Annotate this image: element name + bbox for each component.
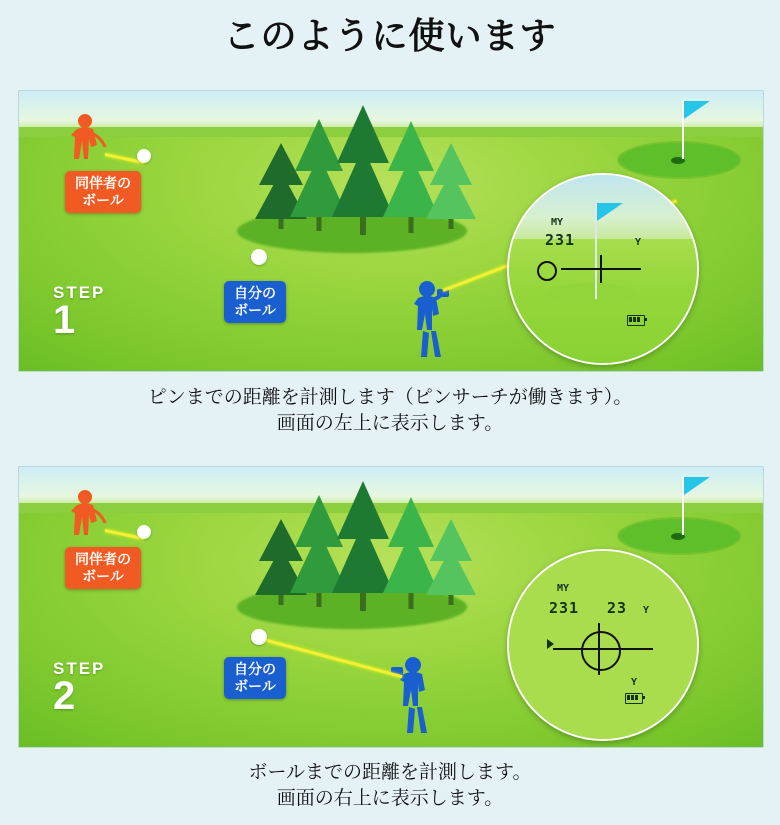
scope-distance-right: 23: [607, 599, 628, 617]
battery-icon: [627, 315, 645, 326]
player-golfer: [407, 279, 457, 364]
scope-unit-right: Y: [643, 605, 650, 616]
step-word: STEP: [53, 659, 106, 678]
step-2-caption: [0, 760, 780, 812]
own-ball-label: 自分の ボール: [224, 657, 286, 699]
caption-line-1: ピンまでの距離を計測します（ピンサーチが働きます）。: [147, 387, 633, 408]
battery-icon: [625, 693, 643, 704]
own-ball: [251, 249, 267, 265]
reticle-vertical: [600, 255, 602, 283]
partner-ball-label: 同伴者の ボール: [65, 547, 141, 589]
step-digit: 1: [53, 298, 76, 342]
player-golfer-icon: [407, 279, 457, 359]
ball-marker-icon: [547, 639, 554, 649]
step-1-number: [53, 283, 106, 342]
scope-green: [545, 283, 637, 305]
step-2-number: [53, 659, 106, 718]
pinseeker-icon: [537, 261, 557, 281]
reticle-vertical: [598, 623, 600, 675]
reticle-horizontal: [553, 648, 653, 650]
rangefinder-view-step1: [507, 173, 699, 365]
scope-flag-pole: [595, 203, 597, 299]
step-digit: 2: [53, 674, 76, 718]
flag-pole: [682, 101, 684, 159]
caption-line-1: ボールまでの距離を計測します。: [248, 762, 532, 783]
caption-line-2: 画面の右上に表示します。: [276, 788, 504, 809]
player-golfer-icon: [391, 655, 441, 735]
step-2-illustration: [18, 466, 764, 748]
scope-unit-right: Y: [635, 237, 642, 248]
caption-line-2: 画面の左上に表示します。: [276, 413, 504, 434]
player-golfer: [391, 655, 441, 740]
scope-distance-left: 231: [545, 231, 576, 249]
rangefinder-view-step2: [507, 549, 699, 741]
partner-ball-label: 同伴者の ボール: [65, 171, 141, 213]
page-title: このように使います: [223, 15, 557, 56]
scope-unit-bottom: Y: [631, 677, 638, 688]
step-word: STEP: [53, 283, 106, 302]
flag-pole: [682, 477, 684, 535]
own-ball: [251, 629, 267, 645]
partner-ball: [137, 525, 151, 539]
own-ball-label: 自分の ボール: [224, 281, 286, 323]
reticle-ring: [581, 631, 621, 671]
scope-unit-label: MY: [557, 583, 570, 594]
scope-unit-label: MY: [551, 217, 564, 228]
step-1-caption: [0, 385, 780, 437]
partner-ball: [137, 149, 151, 163]
step-1-illustration: [18, 90, 764, 372]
scope-distance-left: 231: [549, 599, 580, 617]
